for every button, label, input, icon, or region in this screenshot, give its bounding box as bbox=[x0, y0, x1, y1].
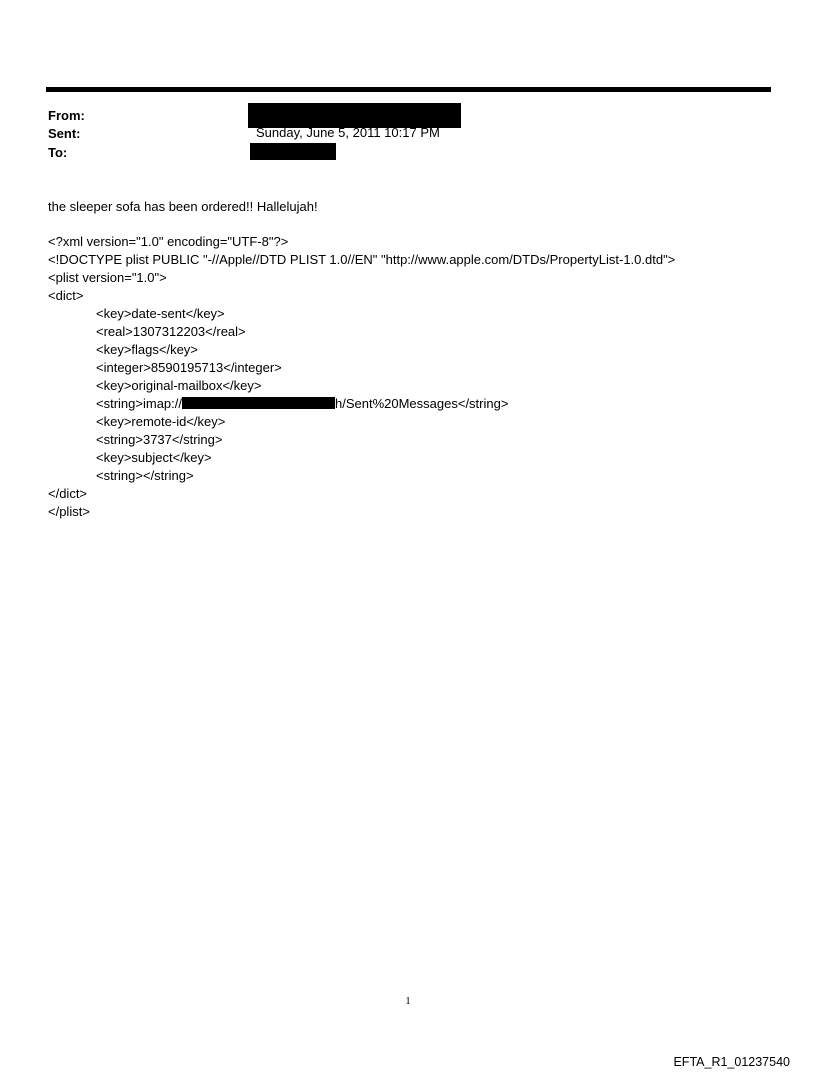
sent-value: Sunday, June 5, 2011 10:17 PM bbox=[256, 125, 440, 140]
message-body: the sleeper sofa has been ordered!! Hallelujah! bbox=[48, 199, 318, 214]
page-number: 1 bbox=[405, 995, 411, 1007]
plist-line: <key>subject</key> bbox=[96, 450, 212, 465]
to-redaction bbox=[250, 143, 336, 160]
plist-line: <?xml version="1.0" encoding="UTF-8"?> bbox=[48, 234, 289, 249]
mailbox-prefix: <string>imap:// bbox=[96, 396, 182, 411]
plist-line: <key>original-mailbox</key> bbox=[96, 378, 262, 393]
sent-label: Sent: bbox=[48, 126, 81, 141]
plist-line: <plist version="1.0"> bbox=[48, 270, 167, 285]
plist-line: <dict> bbox=[48, 288, 84, 303]
plist-line: <string></string> bbox=[96, 468, 194, 483]
plist-line: <real>1307312203</real> bbox=[96, 324, 246, 339]
plist-line: <key>date-sent</key> bbox=[96, 306, 225, 321]
plist-line: </plist> bbox=[48, 504, 90, 519]
from-label: From: bbox=[48, 108, 85, 123]
plist-line: <string>3737</string> bbox=[96, 432, 223, 447]
plist-line: <integer>8590195713</integer> bbox=[96, 360, 282, 375]
plist-line: <!DOCTYPE plist PUBLIC "-//Apple//DTD PLIST 1.0//EN" "http://www.apple.com/DTDs/PropertyList-1.0.dtd"> bbox=[48, 252, 676, 267]
plist-line: <key>remote-id</key> bbox=[96, 414, 226, 429]
plist-line: <key>flags</key> bbox=[96, 342, 198, 357]
header-rule bbox=[46, 87, 771, 92]
bates-number: EFTA_R1_01237540 bbox=[673, 1055, 790, 1069]
plist-line-mailbox bbox=[96, 395, 508, 413]
mailbox-suffix: h/Sent%20Messages</string> bbox=[335, 396, 509, 411]
plist-line: </dict> bbox=[48, 486, 88, 501]
to-label: To: bbox=[48, 145, 68, 160]
mailbox-redaction bbox=[182, 397, 335, 409]
